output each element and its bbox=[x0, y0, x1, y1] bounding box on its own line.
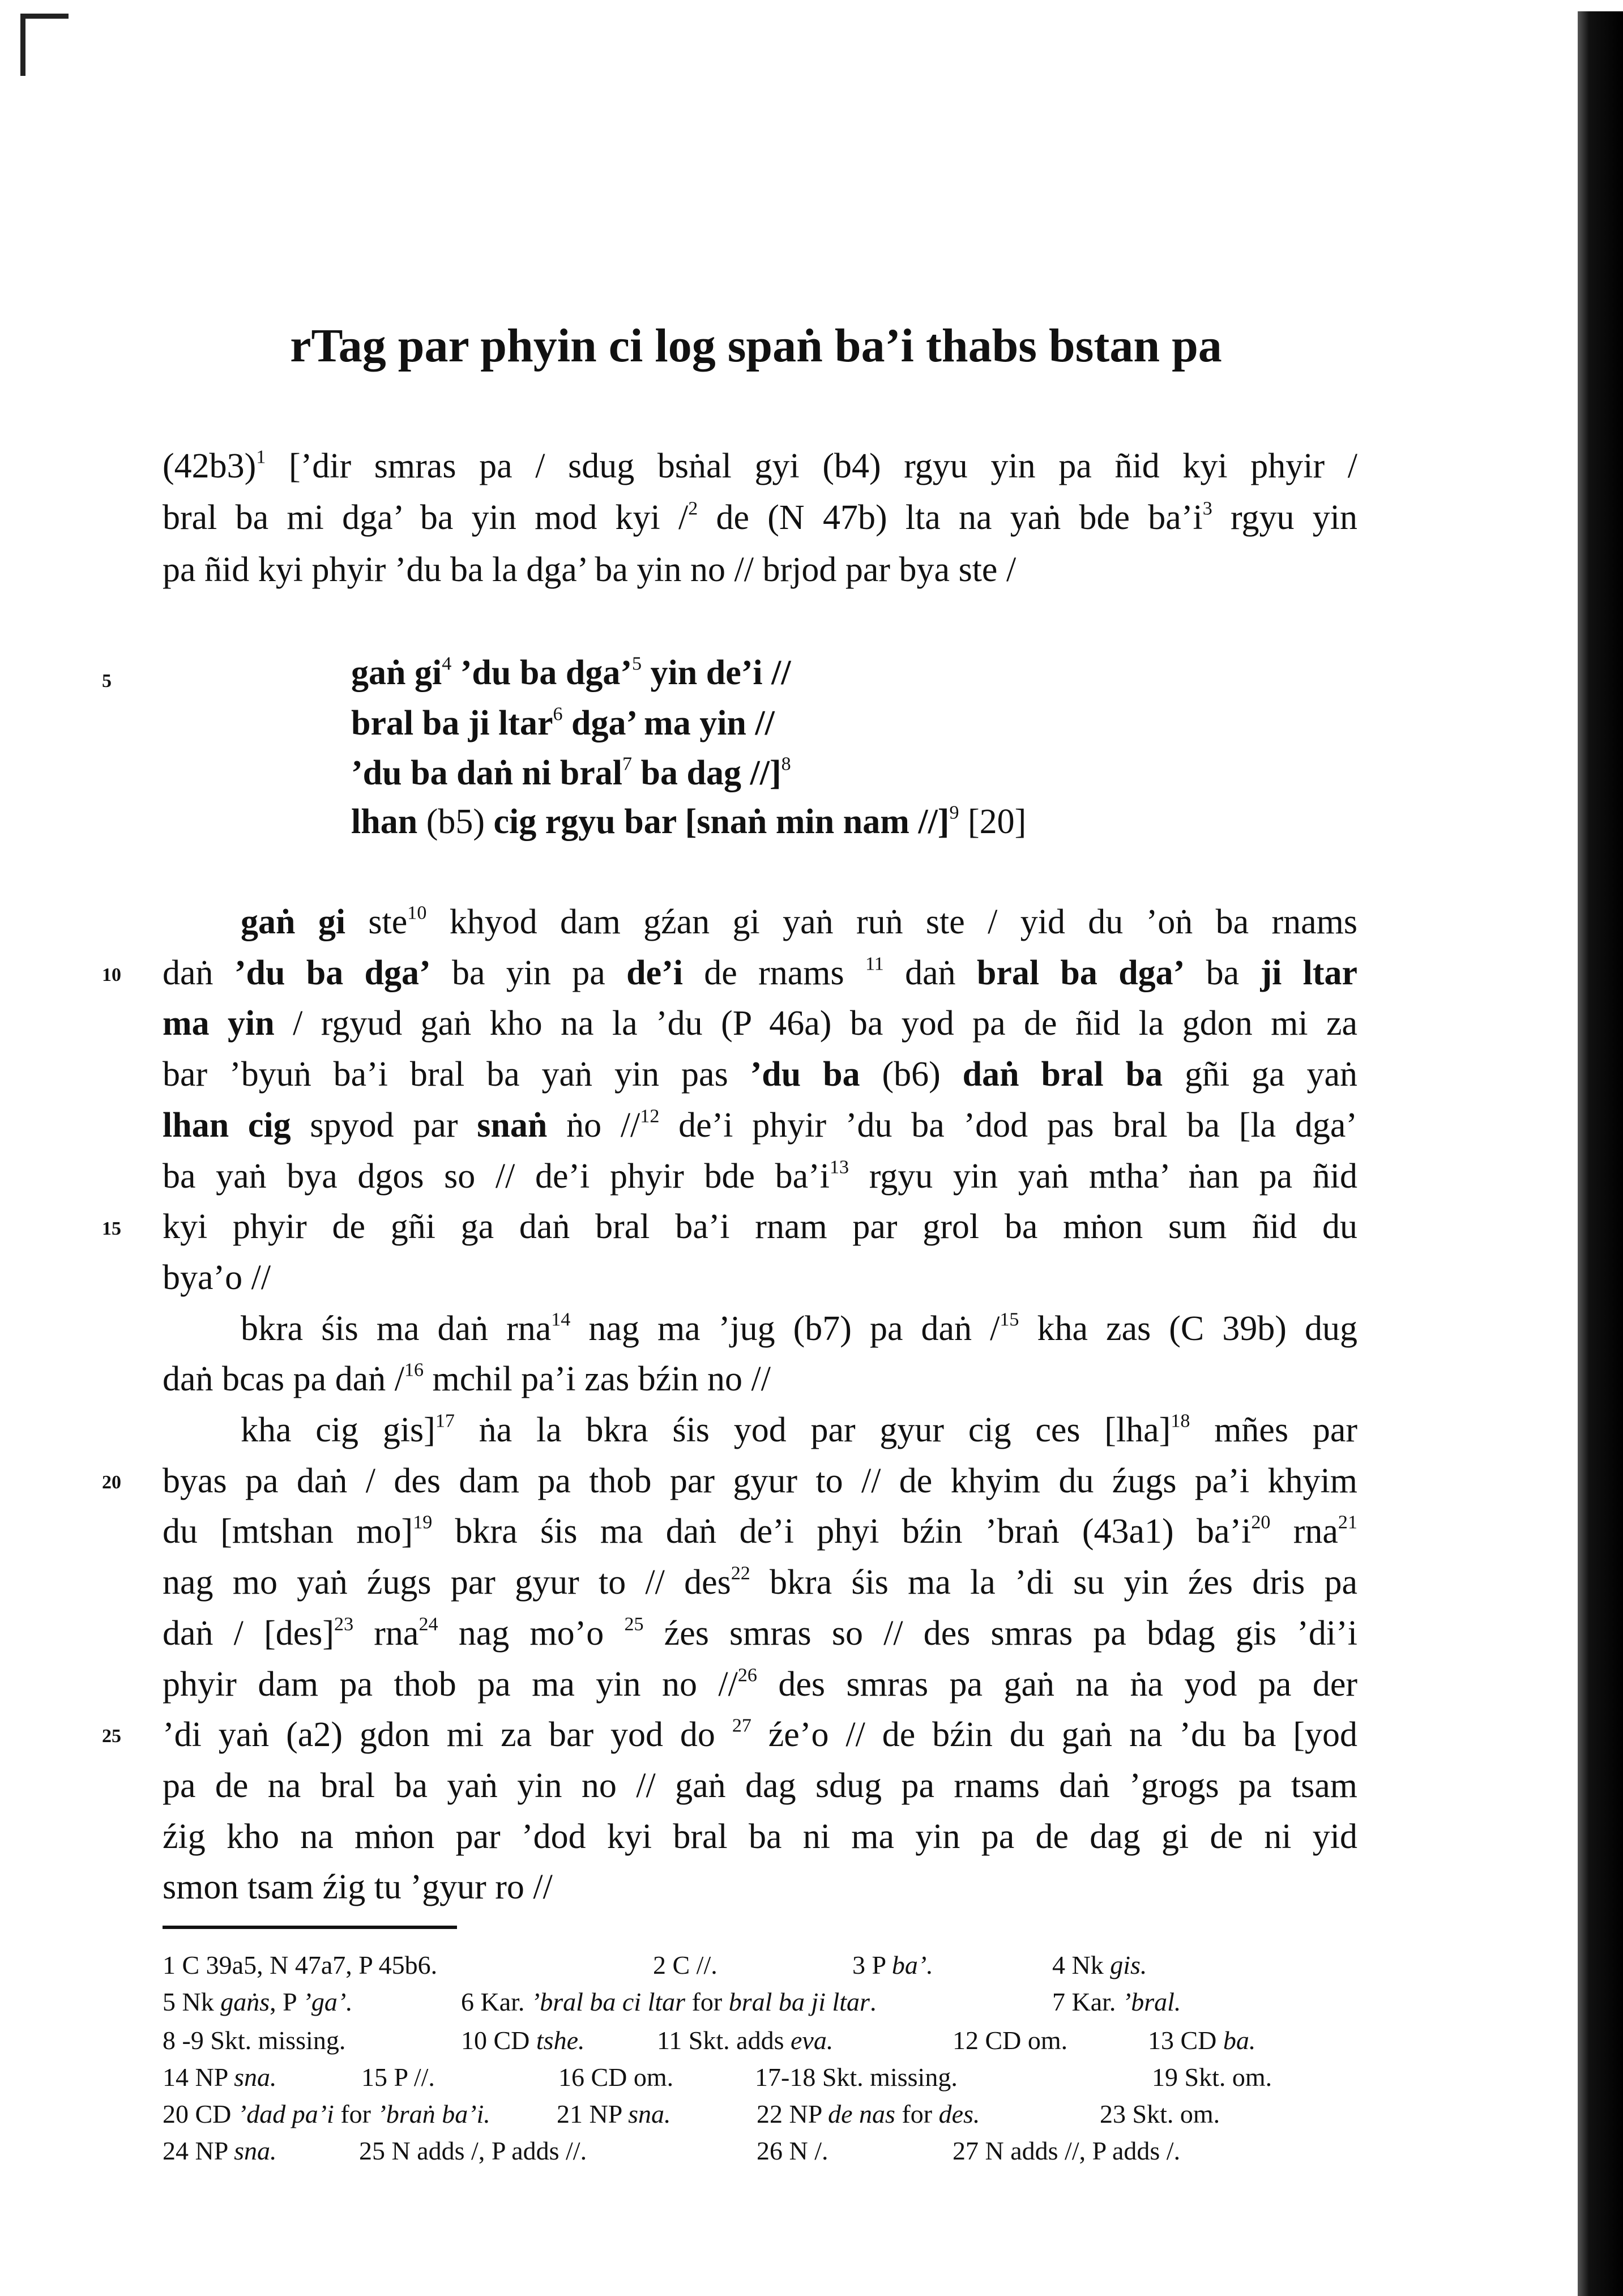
footnote-ref: 21 bbox=[1338, 1512, 1357, 1533]
text-segment: 15 P //. bbox=[361, 2063, 435, 2092]
text-segment: gis. bbox=[1110, 1951, 1147, 1979]
text-segment: rgyu yin bbox=[1212, 498, 1357, 537]
footnote-ref: 3 bbox=[1202, 498, 1212, 519]
text-segment: ’du ba dga’ bbox=[234, 953, 431, 992]
footnote-ref: 9 bbox=[949, 802, 959, 823]
text-segment: ba bbox=[1185, 953, 1261, 992]
footnote-ref: 14 bbox=[551, 1309, 571, 1330]
text-segment: 14 NP bbox=[163, 2063, 234, 2092]
text-segment: 19 Skt. om. bbox=[1152, 2063, 1272, 2092]
text-segment: bar ’byuṅ ba’i bral ba yaṅ yin pas bbox=[163, 1055, 750, 1094]
text-line bbox=[163, 1659, 1357, 1710]
text-segment: sna. bbox=[628, 2099, 671, 2128]
footnote bbox=[163, 2059, 277, 2096]
text-segment: 11 Skt. adds bbox=[657, 2026, 791, 2055]
footnote bbox=[757, 2096, 980, 2132]
text-line bbox=[163, 1456, 1357, 1507]
footnote-ref: 11 bbox=[865, 953, 884, 975]
text-line bbox=[163, 1862, 1357, 1913]
text-line bbox=[163, 1811, 1357, 1862]
text-segment: / rgyud gaṅ kho na la ’du (P 46a) ba yod pa de ñid la gdon mi za bbox=[274, 1004, 1357, 1043]
verse-line bbox=[351, 647, 791, 698]
text-segment: bral ba mi dga’ ba yin mod kyi / bbox=[163, 498, 689, 537]
text-segment: de’i bbox=[626, 953, 683, 992]
text-line bbox=[163, 998, 1357, 1049]
text-segment: nag mo yaṅ źugs par gyur to // des bbox=[163, 1563, 731, 1602]
footnote bbox=[1148, 2022, 1255, 2059]
text-segment: ba yaṅ bya dgos so // de’i phyir bde ba’i bbox=[163, 1156, 830, 1196]
text-segment: daṅ bbox=[883, 953, 977, 992]
footnote bbox=[163, 2096, 490, 2132]
text-segment: phyir dam pa thob pa ma yin no // bbox=[163, 1665, 738, 1704]
footnote-ref: 23 bbox=[334, 1614, 354, 1635]
text-segment: sna. bbox=[234, 2063, 277, 2092]
text-segment: eva. bbox=[790, 2026, 834, 2055]
text-line bbox=[163, 544, 1357, 595]
text-line bbox=[163, 1049, 1357, 1100]
text-segment: ṅo // bbox=[547, 1106, 640, 1145]
footnote bbox=[163, 2022, 345, 2059]
text-segment: for bbox=[895, 2099, 939, 2128]
footnote-ref: 7 bbox=[622, 753, 633, 775]
text-segment: 24 NP bbox=[163, 2136, 234, 2165]
footnote-ref: 4 bbox=[442, 653, 452, 675]
footnote-ref: 20 bbox=[1251, 1512, 1271, 1533]
text-segment: yin de’i // bbox=[642, 654, 791, 692]
text-line bbox=[163, 1506, 1357, 1557]
text-line bbox=[163, 1100, 1357, 1151]
text-segment: bral ba ji ltar bbox=[351, 704, 553, 742]
text-segment: 22 NP bbox=[757, 2099, 828, 2128]
text-segment: des smras pa gaṅ na ṅa yod pa der bbox=[757, 1665, 1357, 1704]
footnote-rule bbox=[163, 1926, 457, 1929]
text-segment: des. bbox=[938, 2099, 980, 2128]
text-segment: kha zas (C 39b) dug bbox=[1019, 1309, 1357, 1348]
verse-line bbox=[351, 796, 1026, 847]
footnote-ref: 15 bbox=[1000, 1309, 1019, 1330]
footnote bbox=[953, 2022, 1067, 2059]
text-segment: kha cig gis] bbox=[241, 1411, 435, 1449]
text-segment: bkra śis ma la ’di su yin źes dris pa bbox=[750, 1563, 1357, 1602]
text-line bbox=[163, 1709, 1357, 1760]
footnote bbox=[163, 1947, 437, 1983]
text-segment: 20 CD bbox=[163, 2099, 238, 2128]
footnote-ref: 16 bbox=[404, 1359, 424, 1381]
text-segment: 21 NP bbox=[557, 2099, 629, 2128]
scan-corner-mark bbox=[20, 14, 25, 76]
text-segment: du [mtshan mo] bbox=[163, 1512, 413, 1551]
footnote-ref: 6 bbox=[553, 703, 563, 725]
text-segment: ṅa la bkra śis yod par gyur cig ces [lha] bbox=[454, 1411, 1171, 1449]
text-segment: 4 Nk bbox=[1052, 1951, 1111, 1979]
verse-line bbox=[351, 698, 775, 749]
text-segment: ’di yaṅ (a2) gdon mi za bar yod do bbox=[163, 1715, 732, 1755]
footnote-ref: 22 bbox=[731, 1563, 750, 1584]
text-segment: lhan bbox=[351, 803, 418, 841]
text-segment: ’bral ba ci ltar bbox=[531, 1987, 686, 2016]
text-segment: daṅ bbox=[163, 953, 234, 992]
text-line bbox=[163, 1151, 1357, 1202]
text-segment: daṅ bcas pa daṅ / bbox=[163, 1360, 404, 1399]
footnote-ref: 2 bbox=[688, 498, 698, 519]
footnote bbox=[852, 1947, 933, 1983]
text-segment: gaṅ gi bbox=[351, 654, 442, 692]
text-segment: gaṅ gi bbox=[241, 903, 346, 941]
text-segment: ’bral. bbox=[1122, 1987, 1181, 2016]
footnote bbox=[757, 2133, 828, 2169]
text-segment: bkra śis ma daṅ de’i phyi bźin ’braṅ (43a1) ba’i bbox=[432, 1512, 1252, 1551]
text-segment: ’du ba bbox=[750, 1055, 860, 1094]
footnote bbox=[755, 2059, 958, 2096]
text-segment: gaṅs bbox=[220, 1987, 270, 2016]
footnote-ref: 25 bbox=[624, 1614, 644, 1635]
text-segment: 1 C 39a5, N 47a7, P 45b6. bbox=[163, 1951, 438, 1979]
text-segment: 10 CD bbox=[461, 2026, 536, 2055]
text-segment: bral ba dga’ bbox=[976, 953, 1185, 992]
line-number: 20 bbox=[102, 1472, 121, 1493]
footnote-ref: 10 bbox=[407, 902, 427, 924]
text-segment: [20] bbox=[959, 803, 1027, 841]
footnote bbox=[1152, 2059, 1272, 2096]
text-segment: de’i phyir ’du ba ’dod pas bral ba [la dga’ bbox=[659, 1106, 1357, 1145]
text-segment: tshe. bbox=[536, 2026, 585, 2055]
footnote bbox=[1052, 1984, 1181, 2020]
text-line bbox=[163, 1760, 1357, 1811]
text-segment: ’dad pa’i bbox=[237, 2099, 334, 2128]
text-segment: źig kho na mṅon par ’dod kyi bral ba ni ma yin pa de dag gi de ni yid bbox=[163, 1817, 1357, 1856]
footnote-ref: 13 bbox=[830, 1156, 849, 1177]
footnote bbox=[657, 2022, 833, 2059]
text-segment: 27 N adds //, P adds /. bbox=[953, 2136, 1181, 2165]
footnote-ref: 26 bbox=[737, 1664, 757, 1685]
text-segment: . bbox=[869, 1987, 877, 2016]
text-segment: nag ma ’jug (b7) pa daṅ / bbox=[570, 1309, 1000, 1348]
footnote bbox=[359, 2133, 587, 2169]
text-segment: ba yin pa bbox=[430, 953, 627, 992]
text-segment: 25 N adds /, P adds //. bbox=[359, 2136, 587, 2165]
footnote bbox=[953, 2133, 1180, 2169]
line-number: 25 bbox=[102, 1726, 121, 1747]
text-segment: gñi ga yaṅ bbox=[1163, 1055, 1357, 1094]
text-segment: pa ñid kyi phyir ’du ba la dga’ ba yin no // brjod par bya ste / bbox=[163, 550, 1016, 589]
text-segment: ’du ba daṅ ni bral bbox=[351, 754, 622, 792]
text-segment: bkra śis ma daṅ rna bbox=[241, 1309, 552, 1348]
text-segment: (b5) bbox=[417, 803, 494, 841]
text-line bbox=[163, 1201, 1357, 1252]
footnote-ref: 27 bbox=[732, 1715, 751, 1736]
text-segment: dga’ ma yin // bbox=[562, 704, 775, 742]
text-segment: nag mo’o bbox=[438, 1614, 625, 1653]
page-title: rTag par phyin ci log spaṅ ba’i thabs bstan pa bbox=[290, 319, 1222, 373]
line-number: 10 bbox=[102, 965, 121, 985]
footnote bbox=[461, 1984, 876, 2020]
footnote bbox=[163, 2133, 277, 2169]
line-number: 15 bbox=[102, 1218, 121, 1239]
text-line bbox=[163, 1252, 1357, 1303]
text-line bbox=[163, 1354, 1357, 1405]
text-segment: ji ltar bbox=[1260, 953, 1357, 992]
text-segment: mñes par bbox=[1190, 1411, 1357, 1449]
text-segment: for bbox=[685, 1987, 729, 2016]
footnote bbox=[557, 2096, 671, 2132]
text-segment: snaṅ bbox=[477, 1106, 548, 1145]
text-line bbox=[241, 897, 1357, 948]
text-segment: ste bbox=[345, 903, 408, 941]
text-segment: źes smras so // des smras pa bdag gis ’di’i bbox=[643, 1614, 1357, 1653]
text-line bbox=[163, 441, 1357, 492]
footnote bbox=[163, 1984, 353, 2020]
text-segment: 17-18 Skt. missing. bbox=[755, 2063, 958, 2092]
text-line bbox=[163, 948, 1357, 998]
text-segment: 3 P bbox=[852, 1951, 892, 1979]
text-segment: 7 Kar. bbox=[1052, 1987, 1122, 2016]
text-line bbox=[241, 1303, 1357, 1354]
text-segment: (b6) bbox=[860, 1055, 963, 1094]
text-segment: ba. bbox=[1223, 2026, 1256, 2055]
text-segment: 12 CD om. bbox=[953, 2026, 1068, 2055]
footnote-ref: 19 bbox=[413, 1512, 433, 1533]
text-segment: 6 Kar. bbox=[461, 1987, 531, 2016]
text-line bbox=[163, 492, 1357, 543]
text-segment: 8 -9 Skt. missing. bbox=[163, 2026, 346, 2055]
text-segment: 16 CD om. bbox=[558, 2063, 674, 2092]
footnote bbox=[361, 2059, 435, 2096]
text-segment: ba’. bbox=[891, 1951, 933, 1979]
footnote bbox=[653, 1947, 717, 1983]
text-segment: smon tsam źig tu ’gyur ro // bbox=[163, 1868, 553, 1907]
text-segment: rna bbox=[353, 1614, 419, 1653]
text-segment: bral ba ji ltar bbox=[728, 1987, 870, 2016]
line-number: 5 bbox=[102, 671, 112, 692]
text-segment: źe’o // de bźin du gaṅ na ’du ba [yod bbox=[751, 1715, 1357, 1755]
text-segment: de (N 47b) lta na yaṅ bde ba’i bbox=[698, 498, 1203, 537]
text-segment: cig rgyu bar [snaṅ min nam //] bbox=[493, 803, 950, 841]
footnote bbox=[558, 2059, 673, 2096]
text-segment: lhan cig bbox=[163, 1106, 291, 1145]
text-segment: 23 Skt. om. bbox=[1100, 2099, 1220, 2128]
footnote-ref: 8 bbox=[781, 753, 791, 775]
footnote-ref: 18 bbox=[1171, 1410, 1190, 1432]
footnote-ref: 17 bbox=[435, 1410, 455, 1432]
scan-edge-shadow bbox=[1578, 11, 1623, 2296]
footnote bbox=[461, 2022, 585, 2059]
text-line bbox=[163, 1608, 1357, 1659]
footnote-ref: 12 bbox=[640, 1106, 660, 1127]
text-segment: (42b3) bbox=[163, 447, 257, 485]
footnote-ref: 24 bbox=[418, 1614, 438, 1635]
text-segment: ’ga’. bbox=[302, 1987, 353, 2016]
text-segment: khyod dam gźan gi yaṅ ruṅ ste / yid du ’oṅ ba rnams bbox=[426, 903, 1357, 941]
text-segment: sna. bbox=[234, 2136, 277, 2165]
verse-line bbox=[351, 748, 791, 799]
text-segment: de nas bbox=[828, 2099, 895, 2128]
footnote-ref: 1 bbox=[256, 446, 266, 468]
scan-corner-mark bbox=[20, 14, 69, 19]
text-segment: daṅ / [des] bbox=[163, 1614, 335, 1653]
text-segment: 2 C //. bbox=[653, 1951, 717, 1979]
text-segment: spyod par bbox=[291, 1106, 477, 1145]
text-segment: for bbox=[334, 2099, 378, 2128]
text-segment: daṅ bral ba bbox=[962, 1055, 1163, 1094]
text-segment: [’dir smras pa / sdug bsṅal gyi (b4) rgyu yin pa ñid kyi phyir / bbox=[266, 447, 1357, 485]
text-segment: pa de na bral ba yaṅ yin no // gaṅ dag sdug pa rnams daṅ ’grogs pa tsam bbox=[163, 1766, 1357, 1805]
text-segment: ma yin bbox=[163, 1004, 275, 1043]
text-segment: rna bbox=[1270, 1512, 1338, 1551]
text-segment: rgyu yin yaṅ mtha’ ṅan pa ñid bbox=[849, 1156, 1357, 1196]
text-segment: ’braṅ ba’i. bbox=[377, 2099, 490, 2128]
text-segment: 5 Nk bbox=[163, 1987, 221, 2016]
text-segment: kyi phyir de gñi ga daṅ bral ba’i rnam par grol ba mṅon sum ñid du bbox=[163, 1207, 1357, 1247]
text-segment: 13 CD bbox=[1148, 2026, 1223, 2055]
footnote-ref: 5 bbox=[631, 653, 642, 675]
text-segment: mchil pa’i zas bźin no // bbox=[424, 1360, 771, 1399]
text-segment: , P bbox=[270, 1987, 303, 2016]
text-segment: bya’o // bbox=[163, 1258, 271, 1297]
text-line bbox=[241, 1405, 1357, 1456]
text-segment: ’du ba dga’ bbox=[451, 654, 632, 692]
footnote bbox=[1100, 2096, 1220, 2132]
text-segment: de rnams bbox=[683, 953, 865, 992]
text-segment: 26 N /. bbox=[757, 2136, 828, 2165]
text-line bbox=[163, 1557, 1357, 1608]
text-segment: byas pa daṅ / des dam pa thob par gyur to // de khyim du źugs pa’i khyim bbox=[163, 1461, 1357, 1500]
text-segment: ba dag //] bbox=[632, 754, 781, 792]
footnote bbox=[1052, 1947, 1147, 1983]
